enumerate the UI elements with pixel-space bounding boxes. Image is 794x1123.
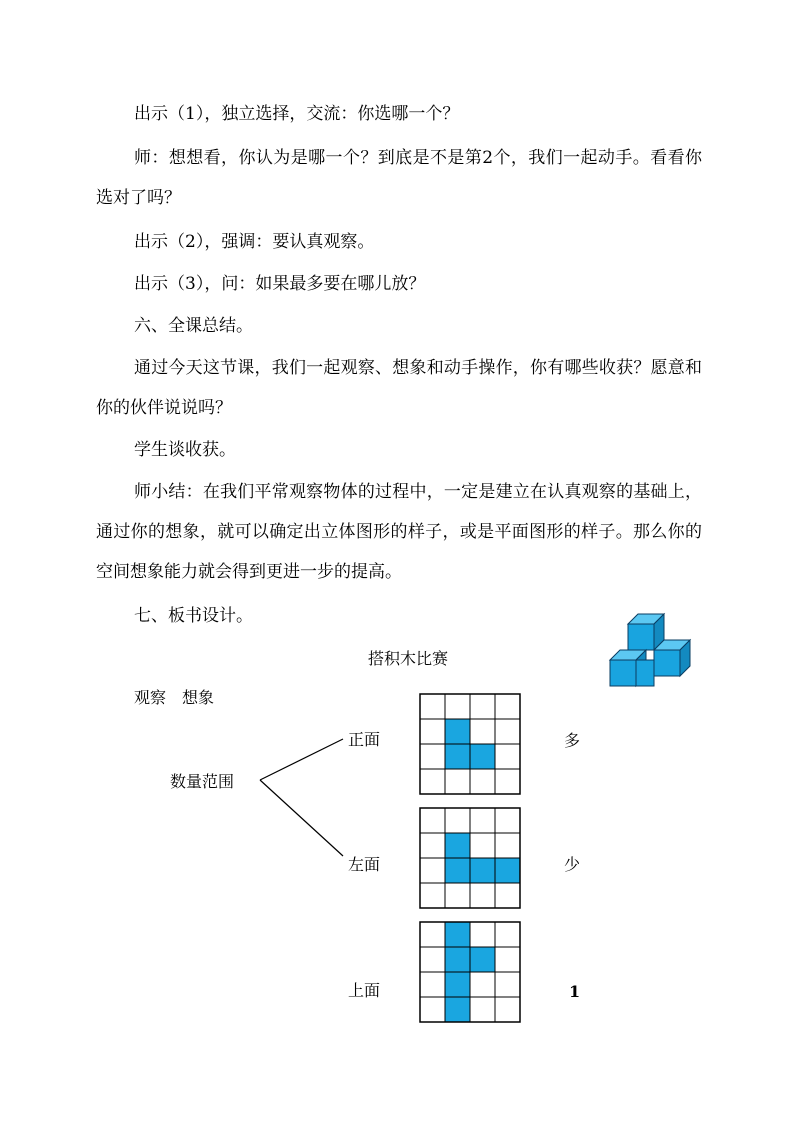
grid-cell — [495, 972, 520, 997]
view-result-front: 多 — [564, 731, 581, 750]
grid-cell — [495, 922, 520, 947]
range-label: 数量范围 — [170, 772, 235, 791]
grid-cell-filled — [445, 858, 470, 883]
grid-cell — [420, 719, 445, 744]
grid-cell-filled — [470, 947, 495, 972]
grid-cell — [495, 947, 520, 972]
grid-cell — [445, 808, 470, 833]
view-label-left: 左面 — [348, 855, 381, 874]
grid-cell — [495, 719, 520, 744]
cube-stack-illustration — [604, 612, 704, 707]
grid-left — [418, 806, 522, 910]
paragraph-2: 师：想想看，你认为是哪一个？到底是不是第2个，我们一起动手。看看你选对了吗？ — [96, 148, 702, 208]
grid-cell-filled — [470, 858, 495, 883]
paragraph-8: 师小结：在我们平常观察物体的过程中，一定是建立在认真观察的基础上，通过你的想象，就可以确定出立体图形的样子，或是平面图形的样子。那么你的空间想象能力就会得到更进一步的提高。 — [96, 482, 702, 582]
grid-cell-filled — [445, 744, 470, 769]
paragraph-9: 七、板书设计。 — [134, 606, 253, 626]
grid-cell — [470, 769, 495, 794]
grid-cell-filled — [445, 833, 470, 858]
grid-cell — [495, 883, 520, 908]
grid-cell-filled — [445, 997, 470, 1022]
grid-top — [418, 920, 522, 1024]
grid-cell-filled — [470, 744, 495, 769]
grid-cell — [420, 922, 445, 947]
grid-cell — [420, 808, 445, 833]
branch-line-left — [260, 780, 343, 856]
grid-cell — [420, 694, 445, 719]
grid-cell — [470, 883, 495, 908]
grid-front — [418, 692, 522, 796]
grid-cell — [445, 694, 470, 719]
grid-cell-filled — [445, 719, 470, 744]
grid-cell — [420, 947, 445, 972]
grid-cell — [495, 997, 520, 1022]
grid-cell — [495, 744, 520, 769]
grid-cell — [470, 972, 495, 997]
grid-cell — [470, 922, 495, 947]
grid-cell — [495, 694, 520, 719]
grid-cell — [495, 833, 520, 858]
board-title: 搭积木比赛 — [368, 649, 449, 668]
grid-cell — [420, 997, 445, 1022]
grid-cell-filled — [445, 947, 470, 972]
grid-cell — [470, 808, 495, 833]
grid-cell-filled — [445, 922, 470, 947]
grid-cell — [470, 694, 495, 719]
grid-cell — [445, 883, 470, 908]
grid-cell — [420, 883, 445, 908]
grid-cell — [420, 833, 445, 858]
grid-cell — [470, 833, 495, 858]
board-left-label: 观察 想象 — [134, 688, 215, 707]
grid-cell-filled — [445, 972, 470, 997]
view-label-top: 上面 — [348, 981, 381, 1000]
branch-line-front — [260, 739, 343, 780]
grid-cell — [470, 997, 495, 1022]
paragraph-7: 学生谈收获。 — [134, 440, 236, 460]
grid-cell — [445, 769, 470, 794]
view-label-front: 正面 — [348, 730, 381, 749]
grid-cell — [470, 719, 495, 744]
paragraph-6: 通过今天这节课，我们一起观察、想象和动手操作，你有哪些收获？愿意和你的伙伴说说吗？ — [96, 358, 702, 418]
grid-cell — [495, 808, 520, 833]
view-result-top: 1 — [569, 982, 581, 1001]
view-result-left: 少 — [564, 855, 581, 874]
paragraph-4: 出示（3），问：如果最多要在哪儿放？ — [134, 274, 426, 294]
grid-cell-filled — [495, 858, 520, 883]
paragraph-1: 出示（1），独立选择，交流：你选哪一个？ — [134, 104, 460, 124]
grid-cell — [495, 769, 520, 794]
grid-cell — [420, 858, 445, 883]
grid-cell — [420, 769, 445, 794]
grid-cell — [420, 744, 445, 769]
grid-cell — [420, 972, 445, 997]
paragraph-5: 六、全课总结。 — [134, 316, 253, 336]
paragraph-3: 出示（2），强调：要认真观察。 — [134, 232, 375, 252]
